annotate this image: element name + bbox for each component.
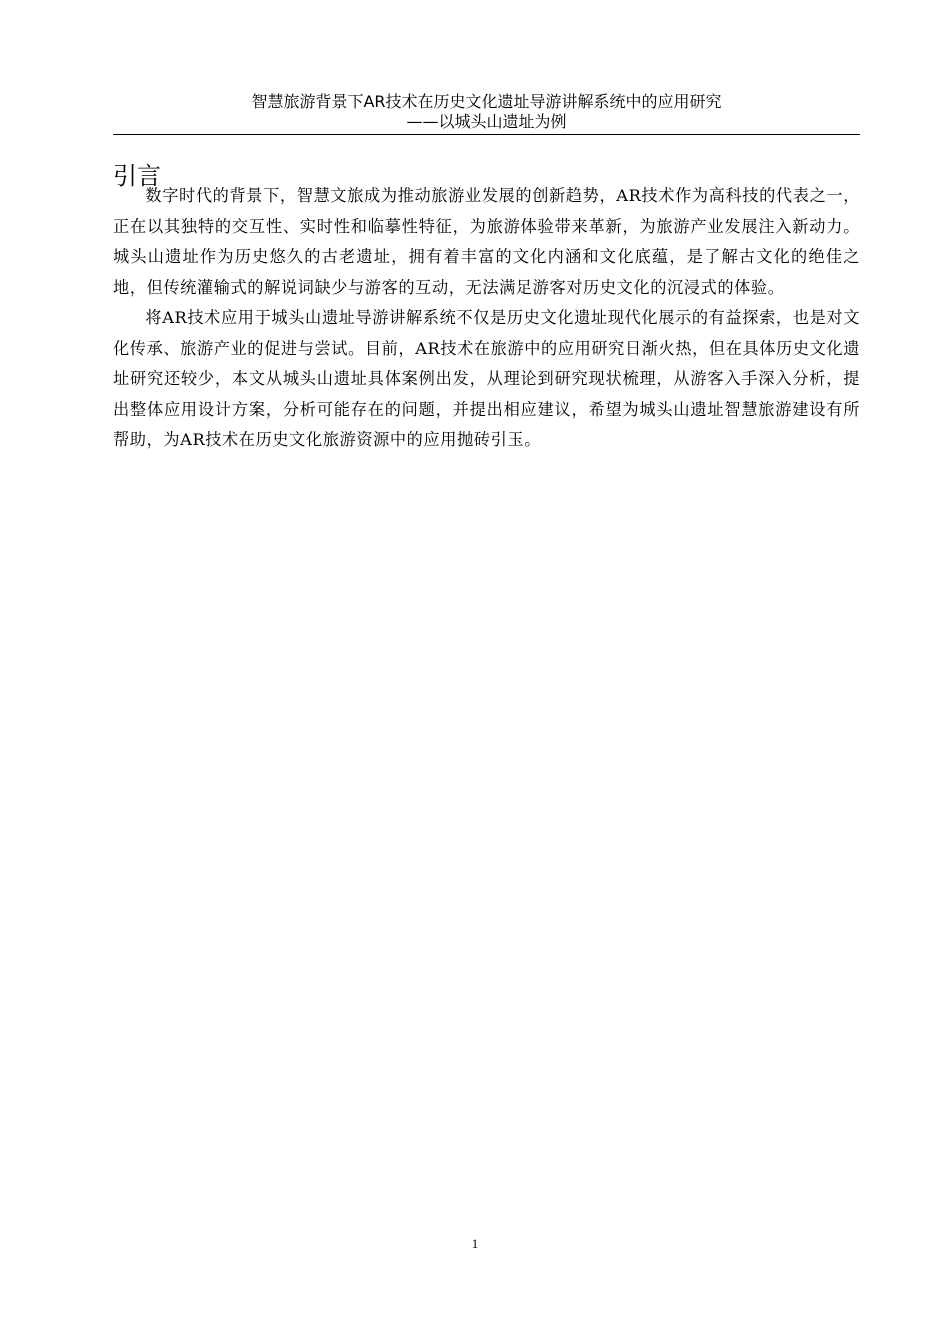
- page-number: 1: [471, 1236, 479, 1251]
- body-text: [113, 181, 860, 456]
- section-heading: 引言: [113, 162, 161, 190]
- running-header: [113, 92, 860, 132]
- paragraph: 数字时代的背景下，智慧文旅成为推动旅游业发展的创新趋势，AR技术作为高科技的代表之一，正在以其独特的交互性、实时性和临摹性特征，为旅游体验带来革新，为旅游产业发展注入新动力。城头山遗址作为历史悠久的古老遗址，拥有着丰富的文化内涵和文化底蕴，是了解古文化的绝佳之地，但传统灌输式的解说词缺少与游客的互动，无法满足游客对历史文化的沉浸式的体验。: [113, 186, 860, 297]
- paragraph: 将AR技术应用于城头山遗址导游讲解系统不仅是历史文化遗址现代化展示的有益探索，也是对文化传承、旅游产业的促进与尝试。目前，AR技术在旅游中的应用研究日渐火热，但在具体历史文化遗址研究还较少，本文从城头山遗址具体案例出发，从理论到研究现状梳理，从游客入手深入分析，提出整体应用设计方案，分析可能存在的问题，并提出相应建议，希望为城头山遗址智慧旅游建设有所帮助，为AR技术在历史文化旅游资源中的应用抛砖引玉。: [113, 308, 860, 449]
- header-title-line-2: ——以城头山遗址为例: [406, 112, 567, 131]
- header-divider: [113, 134, 860, 135]
- header-title-line-1: 智慧旅游背景下AR技术在历史文化遗址导游讲解系统中的应用研究: [251, 92, 722, 111]
